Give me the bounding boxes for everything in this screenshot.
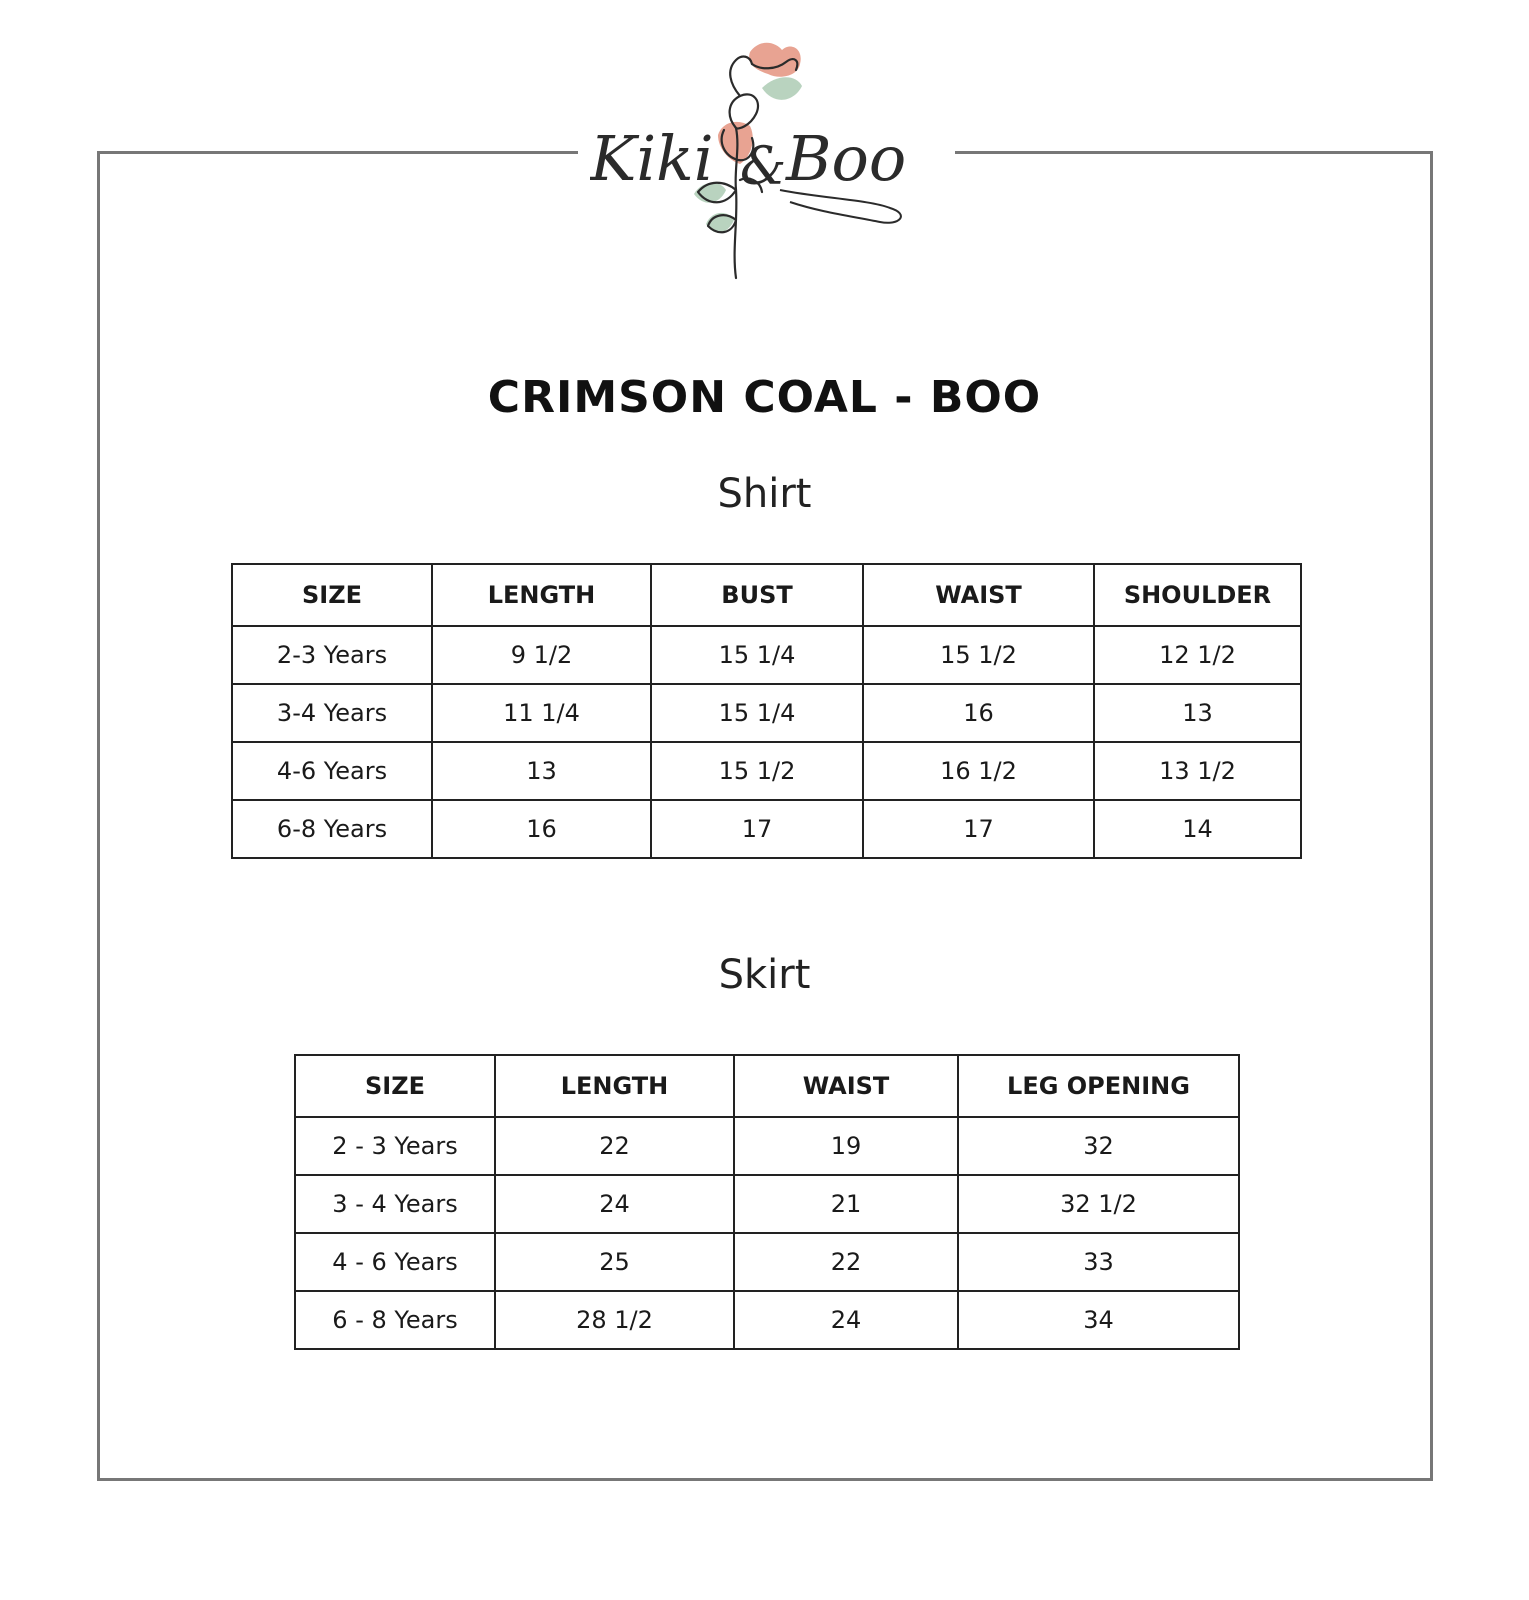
svg-text:Kiki: Kiki <box>590 122 714 195</box>
table-cell: 15 1/2 <box>651 742 863 800</box>
table-cell: 13 <box>1094 684 1301 742</box>
column-header-length: LENGTH <box>432 564 651 626</box>
table-cell: 24 <box>734 1291 958 1349</box>
table-row <box>232 684 1301 742</box>
table-cell: 25 <box>495 1233 734 1291</box>
table-cell: 33 <box>958 1233 1239 1291</box>
column-header-size: SIZE <box>295 1055 495 1117</box>
shirt-size-table <box>231 563 1302 859</box>
kiki-and-boo-logo <box>590 30 940 290</box>
skirt-heading: Skirt <box>718 952 811 998</box>
table-cell: 16 1/2 <box>863 742 1094 800</box>
column-header-size: SIZE <box>232 564 432 626</box>
table-cell: 19 <box>734 1117 958 1175</box>
column-header-shoulder: SHOULDER <box>1094 564 1301 626</box>
table-cell: 22 <box>495 1117 734 1175</box>
table-cell: 21 <box>734 1175 958 1233</box>
table-cell: 13 1/2 <box>1094 742 1301 800</box>
table-row <box>295 1175 1239 1233</box>
table-cell: 2 - 3 Years <box>295 1117 495 1175</box>
table-row <box>232 626 1301 684</box>
table-cell: 15 1/2 <box>863 626 1094 684</box>
column-header-waist: WAIST <box>863 564 1094 626</box>
shirt-heading: Shirt <box>717 471 812 517</box>
table-cell: 17 <box>651 800 863 858</box>
table-cell: 15 1/4 <box>651 626 863 684</box>
table-cell: 12 1/2 <box>1094 626 1301 684</box>
table-cell: 28 1/2 <box>495 1291 734 1349</box>
skirt-size-table <box>294 1054 1240 1350</box>
table-row <box>232 742 1301 800</box>
table-header-row <box>295 1055 1239 1117</box>
table-cell: 4 - 6 Years <box>295 1233 495 1291</box>
table-row <box>295 1291 1239 1349</box>
svg-text:Boo: Boo <box>786 122 907 195</box>
table-row <box>295 1117 1239 1175</box>
table-cell: 11 1/4 <box>432 684 651 742</box>
table-cell: 4-6 Years <box>232 742 432 800</box>
column-header-bust: BUST <box>651 564 863 626</box>
page-title: CRIMSON COAL - BOO <box>487 372 1042 423</box>
table-cell: 16 <box>432 800 651 858</box>
table-cell: 22 <box>734 1233 958 1291</box>
column-header-leg-opening: LEG OPENING <box>958 1055 1239 1117</box>
svg-text:&: & <box>740 137 787 197</box>
table-row <box>232 800 1301 858</box>
table-cell: 3 - 4 Years <box>295 1175 495 1233</box>
table-cell: 15 1/4 <box>651 684 863 742</box>
column-header-waist: WAIST <box>734 1055 958 1117</box>
table-cell: 2-3 Years <box>232 626 432 684</box>
table-cell: 13 <box>432 742 651 800</box>
table-cell: 14 <box>1094 800 1301 858</box>
table-row <box>295 1233 1239 1291</box>
column-header-length: LENGTH <box>495 1055 734 1117</box>
table-cell: 32 <box>958 1117 1239 1175</box>
table-cell: 6-8 Years <box>232 800 432 858</box>
table-header-row <box>232 564 1301 626</box>
table-cell: 6 - 8 Years <box>295 1291 495 1349</box>
table-cell: 3-4 Years <box>232 684 432 742</box>
table-cell: 24 <box>495 1175 734 1233</box>
table-cell: 17 <box>863 800 1094 858</box>
table-cell: 9 1/2 <box>432 626 651 684</box>
table-cell: 32 1/2 <box>958 1175 1239 1233</box>
table-cell: 16 <box>863 684 1094 742</box>
table-cell: 34 <box>958 1291 1239 1349</box>
